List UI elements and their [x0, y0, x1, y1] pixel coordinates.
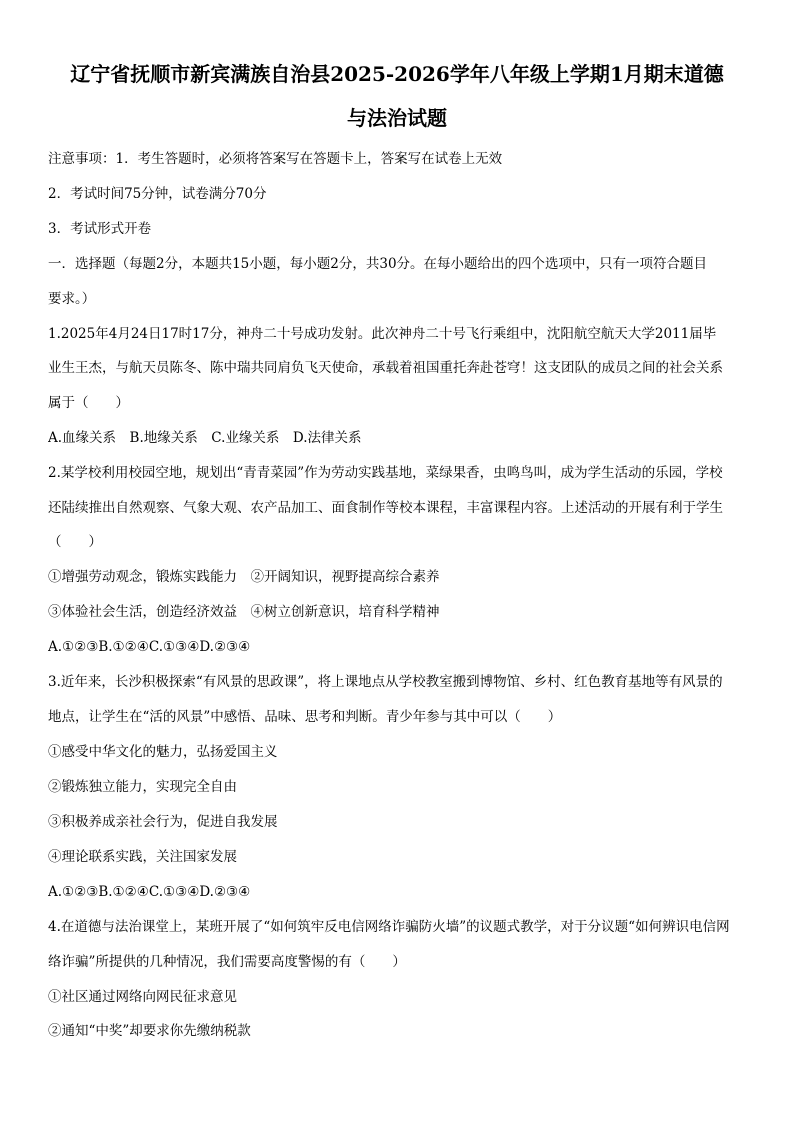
- q3-item-2: ②锻炼独立能力，实现完全自由: [48, 779, 237, 795]
- q1-stem-line-1: 1.2025年4月24日17时17分，神舟二十号成功发射。此次神舟二十号飞行乘组中，沈阳航空航天大学2011届毕: [48, 326, 717, 342]
- notice-3: 3．考试形式开卷: [48, 221, 152, 237]
- q3-item-1: ①感受中华文化的魅力，弘扬爱国主义: [48, 744, 278, 760]
- q2-stem-line-3: （ ）: [48, 534, 102, 550]
- notice-1: 注意事项：1．考生答题时，必须将答案写在答题卡上，答案写在试卷上无效: [48, 151, 503, 167]
- q2-options: A.①②③B.①②④C.①③④D.②③④: [48, 639, 251, 655]
- q2-stem-line-2: 还陆续推出自然观察、气象大观、农产品加工、面食制作等校本课程，丰富课程内容。上述活动的开展有利于学生: [48, 500, 723, 516]
- q2-item-1: ①增强劳动观念，锻炼实践能力 ②开阔知识，视野提高综合素养: [48, 569, 440, 585]
- notice-2: 2．考试时间75分钟，试卷满分70分: [48, 186, 267, 202]
- q3-stem-line-1: 3.近年来，长沙积极探索“有风景的思政课”，将上课地点从学校教室搬到博物馆、乡村、红色教育基地等有风景的: [48, 674, 723, 690]
- q4-stem-line-2: 络诈骗”所提供的几种情况，我们需要高度警惕的有（ ）: [48, 954, 406, 970]
- q1-stem-line-2: 业生王杰，与航天员陈冬、陈中瑞共同肩负飞天使命，承载着祖国重托奔赴苍穹！这支团队的成员之间的社会关系: [48, 360, 723, 376]
- q1-stem-line-3: 属于（ ）: [48, 395, 129, 411]
- exam-title-line-1: 辽宁省抚顺市新宾满族自治县2025-2026学年八年级上学期1月期末道德: [70, 62, 724, 86]
- section-1-header: 一．选择题（每题2分，本题共15小题，每小题2分，共30分。在每小题给出的四个选项中，只有一项符合题目: [48, 256, 708, 272]
- q3-item-4: ④理论联系实践，关注国家发展: [48, 849, 237, 865]
- exam-title-line-2: 与法治试题: [347, 106, 447, 130]
- q2-item-2: ③体验社会生活，创造经济效益 ④树立创新意识，培育科学精神: [48, 604, 440, 620]
- q2-stem-line-1: 2.某学校利用校园空地，规划出“青青菜园”作为劳动实践基地，菜绿果香，虫鸣鸟叫，成为学生活动的乐园，学校: [48, 465, 723, 481]
- q4-item-1: ①社区通过网络向网民征求意见: [48, 989, 237, 1005]
- q3-stem-line-2: 地点，让学生在“活的风景”中感悟、品味、思考和判断。青少年参与其中可以（ ）: [48, 709, 562, 725]
- section-1-header-cont: 要求。）: [48, 291, 96, 307]
- q3-item-3: ③积极养成亲社会行为，促进自我发展: [48, 814, 278, 830]
- q4-item-2: ②通知“中奖”却要求你先缴纳税款: [48, 1023, 251, 1039]
- q4-stem-line-1: 4.在道德与法治课堂上，某班开展了“如何筑牢反电信网络诈骗防火墙”的议题式教学，对于分议题“如何辨识电信网: [48, 919, 730, 935]
- q1-options: A.血缘关系 B.地缘关系 C.业缘关系 D.法律关系: [48, 430, 362, 446]
- q3-options: A.①②③B.①②④C.①③④D.②③④: [48, 884, 251, 900]
